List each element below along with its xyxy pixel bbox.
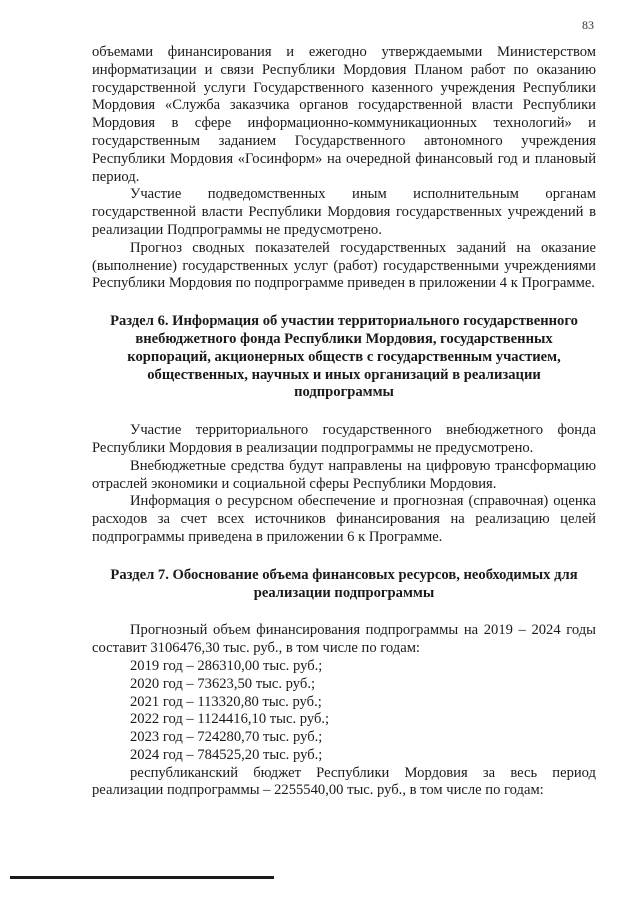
list-item: 2022 год – 1124416,10 тыс. руб.; — [130, 711, 330, 728]
paragraph: Участие территориального государственного внебюджетного фонда Республики Мордовия в реализации подпрограммы не предусмотрено. — [92, 422, 596, 456]
heading-line: подпрограммы — [294, 384, 394, 401]
bottom-rule — [10, 876, 274, 879]
paragraph: Внебюджетные средства будут направлены на цифровую трансформацию отраслей экономики и социальной сферы Республики Мордовия. — [92, 457, 596, 492]
heading-line: корпораций, акционерных обществ с государственным участием, — [127, 348, 561, 365]
list-item: 2020 год – 73623,50 тыс. руб.; — [130, 675, 316, 692]
heading-line: реализации подпрограммы — [253, 584, 435, 601]
section-6-heading — [92, 313, 596, 402]
list-item: 2021 год – 113320,80 тыс. руб.; — [130, 693, 322, 710]
paragraph: Прогноз сводных показателей государственных заданий на оказание (выполнение) государственных услуг (работ) государственными учреждениями Республики Мордовия по подпрограмме приведен в приложении 4 к Программе. — [92, 239, 596, 292]
list-item: 2019 год – 286310,00 тыс. руб.; — [130, 657, 323, 674]
page-number: 83 — [582, 18, 594, 32]
paragraph: объемами финансирования и ежегодно утверждаемыми Министерством информатизации и связи Республики Мордовия Планом работ по оказанию государственной услуги Государственного казенного учреждения Республики Мордовия «Служба заказчика органов государственной власти Республики Мордовия в сфере информационно-коммуникационных технологий» и государственным заданием Государственного автономного учреждения Республики Мордовия «Госинформ» на очередной финансовый год и плановый период. — [92, 44, 596, 185]
heading-line: общественных, научных и иных организаций в реализации — [147, 366, 541, 383]
paragraph: Информация о ресурсном обеспечение и прогнозная (справочная) оценка расходов за счет всех источников финансирования на реализацию целей подпрограммы приведена в приложении 6 к Программе. — [92, 493, 596, 545]
heading-line: внебюджетного фонда Республики Мордовия, государственных — [135, 330, 553, 347]
paragraph: Участие подведомственных иным исполнительным органам государственной власти Республики Мордовия государственных учреждений в реализации Подпрограммы не предусмотрено. — [92, 186, 596, 238]
funding-by-year-list — [92, 658, 596, 765]
list-item: 2024 год – 784525,20 тыс. руб.; — [130, 746, 323, 763]
heading-line: Раздел 7. Обоснование объема финансовых ресурсов, необходимых для — [110, 566, 578, 583]
paragraph: республиканский бюджет Республики Мордовия за весь период реализации подпрограммы – 2255540,00 тыс. руб., в том числе по годам: — [92, 764, 596, 799]
heading-line: Раздел 6. Информация об участии территориального государственного — [110, 313, 578, 330]
list-item: 2023 год – 724280,70 тыс. руб.; — [130, 729, 323, 746]
section-7-heading — [92, 567, 596, 603]
paragraph: Прогнозный объем финансирования подпрограммы на 2019 – 2024 годы составит 3106476,30 тыс. руб., в том числе по годам: — [92, 622, 596, 657]
document-body — [92, 44, 596, 800]
